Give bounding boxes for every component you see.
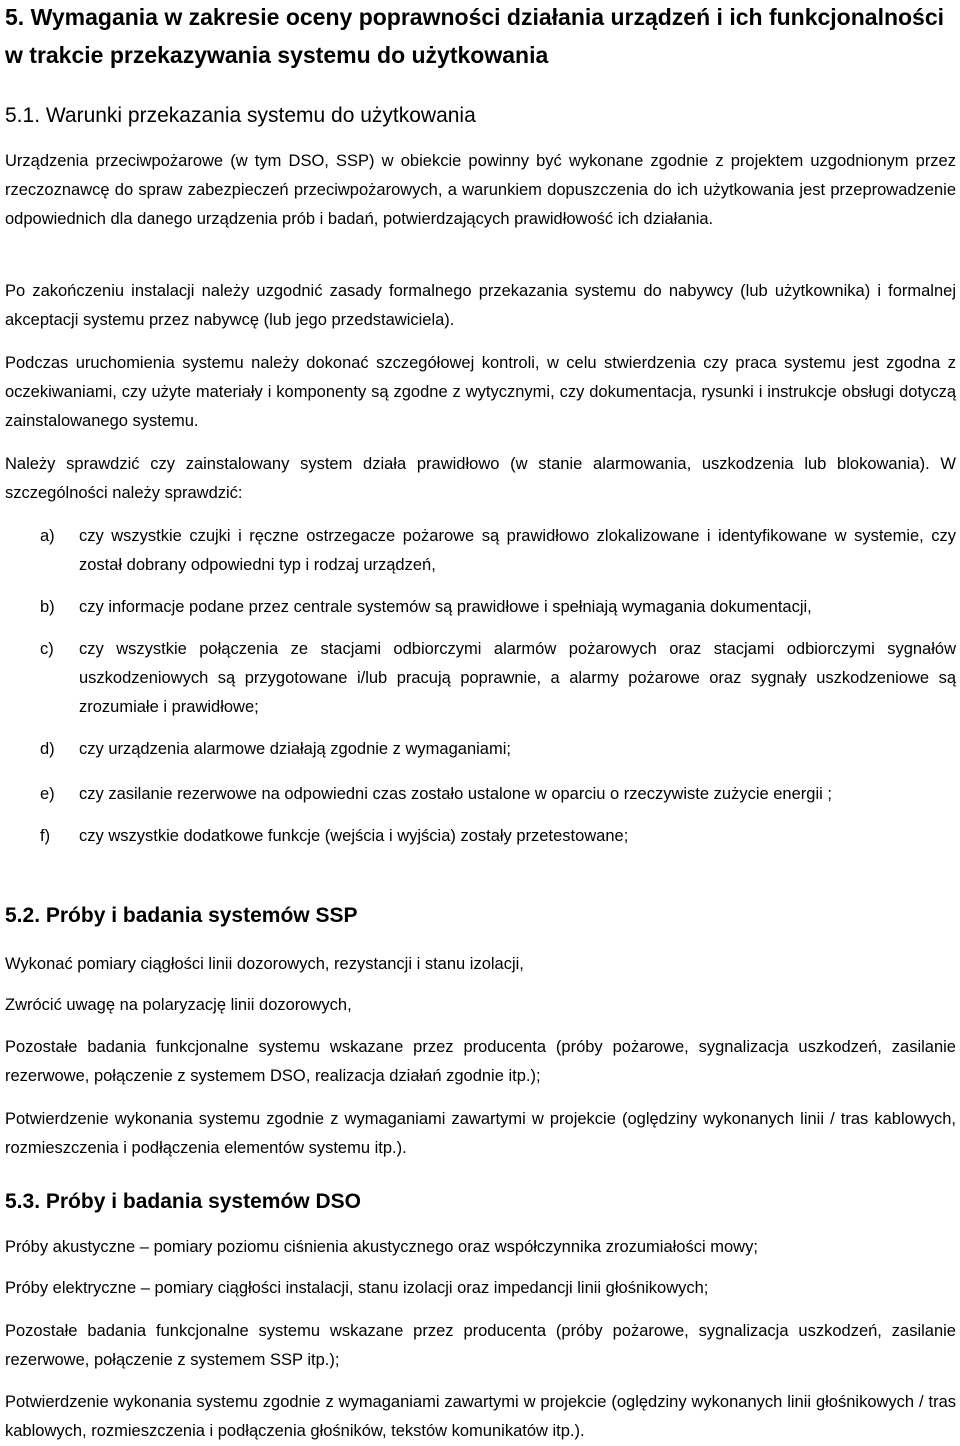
paragraph: Próby elektryczne – pomiary ciągłości instalacji, stanu izolacji oraz impedancji linii głośnikowych; (5, 1279, 709, 1297)
list-item: czy zasilanie rezerwowe na odpowiedni czas zostało ustalone w oparciu o rzeczywiste zużycie energii ; (79, 785, 832, 803)
paragraph: Po zakończeniu instalacji należy uzgodnić zasady formalnego przekazania systemu do nabywcy (lub użytkownika) i formalnej akceptacji systemu przez nabywcę (lub jego przedstawiciela). (5, 282, 956, 329)
paragraph: Należy sprawdzić czy zainstalowany system działa prawidłowo (w stanie alarmowania, uszkodzenia lub blokowania). W szczególności należy sprawdzić: (5, 455, 956, 502)
section-5-1-heading: 5.1. Warunki przekazania systemu do użytkowania (5, 104, 476, 127)
paragraph: Wykonać pomiary ciągłości linii dozorowych, rezystancji i stanu izolacji, (5, 955, 524, 973)
paragraph: Podczas uruchomienia systemu należy dokonać szczegółowej kontroli, w celu stwierdzenia czy praca systemu jest zgodna z oczekiwaniami, czy użyte materiały i komponenty są zgodne z wytycznymi, czy dokumentacja, rysunki i instrukcje obsługi dotyczą zainstalowanego systemu. (5, 354, 956, 430)
section-5-heading: 5. Wymagania w zakresie oceny poprawności działania urządzeń i ich funkcjonalności w trakcie przekazywania systemu do użytkowania (5, 4, 945, 68)
list-item: czy wszystkie połączenia ze stacjami odbiorczymi alarmów pożarowych oraz stacjami odbiorczymi sygnałów uszkodzeniowych są przygotowane i/lub pracują poprawnie, a alarmy pożarowe oraz sygnały uszkodzeniowe są zrozumiałe i prawidłowe; (79, 640, 956, 716)
paragraph: Potwierdzenie wykonania systemu zgodnie z wymaganiami zawartymi w projekcie (oględziny wykonanych linii głośnikowych / tras kablowych, rozmieszczenia i podłączenia głośników, tekstów komunikatów itp.). (5, 1393, 956, 1440)
list-item: czy wszystkie czujki i ręczne ostrzegacze pożarowe są prawidłowo zlokalizowane i identyfikowane w systemie, czy został dobrany odpowiedni typ i rodzaj urządzeń, (79, 527, 956, 574)
list-item-label: e) (40, 785, 55, 803)
list-item-label: c) (40, 640, 54, 658)
paragraph: Pozostałe badania funkcjonalne systemu wskazane przez producenta (próby pożarowe, sygnalizacja uszkodzeń, zasilanie rezerwowe, połączenie z systemem SSP itp.); (5, 1322, 956, 1369)
list-item-label: a) (40, 527, 55, 545)
paragraph: Potwierdzenie wykonania systemu zgodnie z wymaganiami zawartymi w projekcie (oględziny wykonanych linii / tras kablowych, rozmieszczenia i podłączenia elementów systemu itp.). (5, 1110, 956, 1157)
list-item: czy wszystkie dodatkowe funkcje (wejścia i wyjścia) zostały przetestowane; (79, 827, 629, 845)
list-item-label: d) (40, 740, 55, 758)
section-5-3-heading: 5.3. Próby i badania systemów DSO (5, 1190, 361, 1213)
paragraph: Próby akustyczne – pomiary poziomu ciśnienia akustycznego oraz współczynnika zrozumiałości mowy; (5, 1238, 758, 1256)
section-5-2-heading: 5.2. Próby i badania systemów SSP (5, 904, 358, 927)
paragraph: Pozostałe badania funkcjonalne systemu wskazane przez producenta (próby pożarowe, sygnalizacja uszkodzeń, zasilanie rezerwowe, połączenie z systemem DSO, realizacja działań zgodnie itp.); (5, 1038, 956, 1085)
paragraph: Urządzenia przeciwpożarowe (w tym DSO, SSP) w obiekcie powinny być wykonane zgodnie z projektem uzgodnionym przez rzeczoznawcę do spraw zabezpieczeń przeciwpożarowych, a warunkiem dopuszczenia do ich użytkowania jest przeprowadzenie odpowiednich dla danego urządzenia prób i badań, potwierdzających prawidłowość ich działania. (5, 152, 956, 228)
list-item-label: f) (40, 827, 51, 845)
paragraph: Zwrócić uwagę na polaryzację linii dozorowych, (5, 996, 352, 1014)
list-item-label: b) (40, 598, 55, 616)
list-item: czy urządzenia alarmowe działają zgodnie z wymaganiami; (79, 740, 511, 758)
list-item: czy informacje podane przez centrale systemów są prawidłowe i spełniają wymagania dokumentacji, (79, 598, 812, 616)
